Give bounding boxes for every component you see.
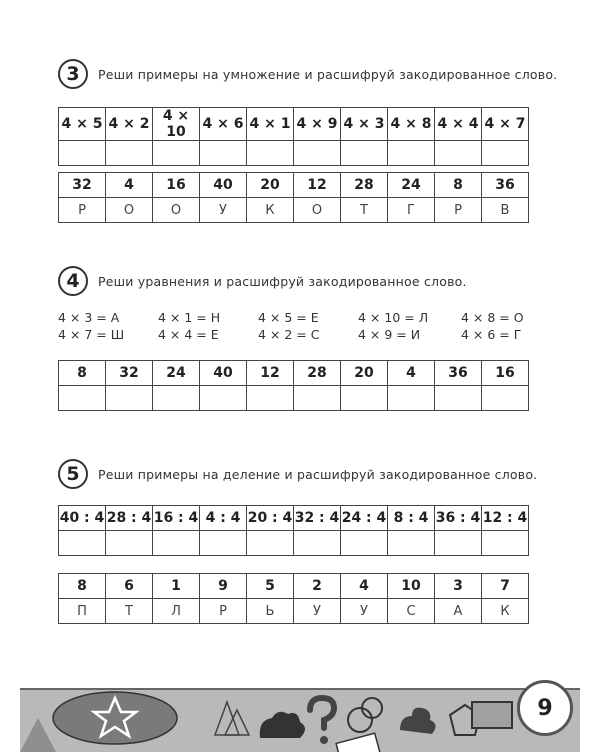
page-number: 9 bbox=[517, 680, 573, 736]
equation-item: 4 × 2 = С bbox=[258, 327, 320, 342]
code-letter-cell: Р bbox=[435, 198, 482, 223]
task-5-instruction: Реши примеры на деление и расшифруй закодированное слово. bbox=[98, 466, 538, 482]
task-3-header bbox=[58, 55, 557, 93]
task-3-examples-table bbox=[58, 107, 529, 166]
example-cell: 4 × 10 bbox=[153, 108, 200, 141]
example-cell: 4 × 2 bbox=[106, 108, 153, 141]
code-letter-cell: Л bbox=[153, 599, 200, 624]
code-number-cell: 28 bbox=[294, 361, 341, 386]
equation-item: 4 × 9 = И bbox=[358, 327, 421, 342]
answer-cell[interactable] bbox=[435, 386, 482, 411]
code-number-cell: 40 bbox=[200, 173, 247, 198]
task-4-header bbox=[58, 262, 467, 300]
task-3-code-table bbox=[58, 172, 529, 223]
code-letter-cell: А bbox=[435, 599, 482, 624]
code-letter-cell: Т bbox=[106, 599, 153, 624]
answer-cell[interactable] bbox=[388, 531, 435, 556]
circle-shape-icon bbox=[348, 708, 372, 732]
code-number-cell: 7 bbox=[482, 574, 529, 599]
footer-band bbox=[20, 688, 580, 752]
answer-cell[interactable] bbox=[247, 386, 294, 411]
example-cell: 20 : 4 bbox=[247, 506, 294, 531]
code-number-cell: 16 bbox=[482, 361, 529, 386]
example-cell: 4 × 5 bbox=[59, 108, 106, 141]
example-cell: 4 × 3 bbox=[341, 108, 388, 141]
code-number-cell: 32 bbox=[106, 361, 153, 386]
answer-cell[interactable] bbox=[106, 386, 153, 411]
example-cell: 4 × 7 bbox=[482, 108, 529, 141]
code-letter-cell: У bbox=[294, 599, 341, 624]
code-number-cell: 9 bbox=[200, 574, 247, 599]
equation-item: 4 × 6 = Г bbox=[461, 327, 522, 342]
example-cell: 4 × 4 bbox=[435, 108, 482, 141]
code-number-cell: 16 bbox=[153, 173, 200, 198]
example-cell: 4 × 9 bbox=[294, 108, 341, 141]
code-number-cell: 8 bbox=[59, 574, 106, 599]
answer-cell[interactable] bbox=[106, 141, 153, 166]
answer-cell[interactable] bbox=[153, 531, 200, 556]
answer-cell[interactable] bbox=[482, 386, 529, 411]
code-letter-cell: Г bbox=[388, 198, 435, 223]
task-3-instruction: Реши примеры на умножение и расшифруй закодированное слово. bbox=[98, 66, 558, 82]
code-number-cell: 36 bbox=[435, 361, 482, 386]
answer-cell[interactable] bbox=[341, 531, 388, 556]
answer-cell[interactable] bbox=[247, 531, 294, 556]
example-cell: 16 : 4 bbox=[153, 506, 200, 531]
equation-item: 4 × 3 = А bbox=[58, 310, 120, 325]
code-letter-cell: К bbox=[247, 198, 294, 223]
triangle-shape-icon bbox=[20, 718, 56, 752]
code-number-cell: 4 bbox=[388, 361, 435, 386]
code-number-cell: 24 bbox=[153, 361, 200, 386]
example-cell: 28 : 4 bbox=[106, 506, 153, 531]
code-number-cell: 2 bbox=[294, 574, 341, 599]
answer-cell[interactable] bbox=[59, 386, 106, 411]
task-4-code-table bbox=[58, 360, 529, 411]
task-5-code-table bbox=[58, 573, 529, 624]
code-number-cell: 1 bbox=[153, 574, 200, 599]
code-letter-cell: О bbox=[106, 198, 153, 223]
puzzle-shape-icon bbox=[260, 712, 305, 738]
answer-cell[interactable] bbox=[341, 141, 388, 166]
code-number-cell: 20 bbox=[247, 173, 294, 198]
example-cell: 4 × 6 bbox=[200, 108, 247, 141]
rectangle-shape-icon bbox=[472, 702, 512, 728]
answer-cell[interactable] bbox=[153, 141, 200, 166]
equation-item: 4 × 5 = Е bbox=[258, 310, 319, 325]
answer-cell[interactable] bbox=[388, 386, 435, 411]
example-cell: 4 : 4 bbox=[200, 506, 247, 531]
equation-item: 4 × 10 = Л bbox=[358, 310, 429, 325]
example-cell: 4 × 1 bbox=[247, 108, 294, 141]
answer-cell[interactable] bbox=[200, 531, 247, 556]
answer-cell[interactable] bbox=[59, 141, 106, 166]
example-cell: 40 : 4 bbox=[59, 506, 106, 531]
answer-cell[interactable] bbox=[341, 386, 388, 411]
code-letter-cell: Ь bbox=[247, 599, 294, 624]
example-cell: 24 : 4 bbox=[341, 506, 388, 531]
code-letter-cell: К bbox=[482, 599, 529, 624]
code-letter-cell: О bbox=[153, 198, 200, 223]
code-letter-cell: П bbox=[59, 599, 106, 624]
code-number-cell: 20 bbox=[341, 361, 388, 386]
answer-cell[interactable] bbox=[294, 531, 341, 556]
equation-item: 4 × 4 = Е bbox=[158, 327, 219, 342]
equation-item: 4 × 7 = Ш bbox=[58, 327, 125, 342]
answer-cell[interactable] bbox=[482, 141, 529, 166]
example-cell: 4 × 8 bbox=[388, 108, 435, 141]
code-number-cell: 12 bbox=[294, 173, 341, 198]
code-letter-cell: Р bbox=[59, 198, 106, 223]
code-letter-cell: С bbox=[388, 599, 435, 624]
answer-cell[interactable] bbox=[294, 141, 341, 166]
task-4-instruction: Реши уравнения и расшифруй закодированное слово. bbox=[98, 273, 467, 289]
answer-cell[interactable] bbox=[59, 531, 106, 556]
code-number-cell: 40 bbox=[200, 361, 247, 386]
answer-cell[interactable] bbox=[153, 386, 200, 411]
example-cell: 12 : 4 bbox=[482, 506, 529, 531]
task-3-number: 3 bbox=[58, 59, 88, 89]
task-4-equations bbox=[58, 310, 538, 342]
answer-cell[interactable] bbox=[106, 531, 153, 556]
answer-cell[interactable] bbox=[482, 531, 529, 556]
answer-cell[interactable] bbox=[435, 531, 482, 556]
answer-cell[interactable] bbox=[435, 141, 482, 166]
code-letter-cell: Т bbox=[341, 198, 388, 223]
task-4-number: 4 bbox=[58, 266, 88, 296]
code-number-cell: 4 bbox=[341, 574, 388, 599]
example-cell: 36 : 4 bbox=[435, 506, 482, 531]
question-dot-icon bbox=[320, 736, 328, 744]
code-number-cell: 28 bbox=[341, 173, 388, 198]
puzzle-piece-icon bbox=[400, 708, 436, 734]
task-5-examples-table bbox=[58, 505, 529, 556]
code-letter-cell: У bbox=[200, 198, 247, 223]
answer-cell[interactable] bbox=[388, 141, 435, 166]
code-number-cell: 6 bbox=[106, 574, 153, 599]
answer-cell[interactable] bbox=[200, 141, 247, 166]
answer-cell[interactable] bbox=[294, 386, 341, 411]
answer-cell[interactable] bbox=[200, 386, 247, 411]
equation-item: 4 × 1 = Н bbox=[158, 310, 221, 325]
question-mark-icon bbox=[310, 698, 334, 728]
answer-cell[interactable] bbox=[247, 141, 294, 166]
code-number-cell: 3 bbox=[435, 574, 482, 599]
code-letter-cell: У bbox=[341, 599, 388, 624]
code-letter-cell: О bbox=[294, 198, 341, 223]
example-cell: 8 : 4 bbox=[388, 506, 435, 531]
equation-item: 4 × 8 = О bbox=[461, 310, 524, 325]
card-shape-icon bbox=[336, 733, 380, 752]
example-cell: 32 : 4 bbox=[294, 506, 341, 531]
code-number-cell: 4 bbox=[106, 173, 153, 198]
code-number-cell: 8 bbox=[435, 173, 482, 198]
code-letter-cell: Р bbox=[200, 599, 247, 624]
code-number-cell: 10 bbox=[388, 574, 435, 599]
code-number-cell: 8 bbox=[59, 361, 106, 386]
code-number-cell: 5 bbox=[247, 574, 294, 599]
task-5-header bbox=[58, 455, 537, 493]
code-number-cell: 36 bbox=[482, 173, 529, 198]
code-letter-cell: В bbox=[482, 198, 529, 223]
code-number-cell: 24 bbox=[388, 173, 435, 198]
code-number-cell: 32 bbox=[59, 173, 106, 198]
footer-shapes bbox=[20, 690, 580, 752]
task-5-number: 5 bbox=[58, 459, 88, 489]
code-number-cell: 12 bbox=[247, 361, 294, 386]
